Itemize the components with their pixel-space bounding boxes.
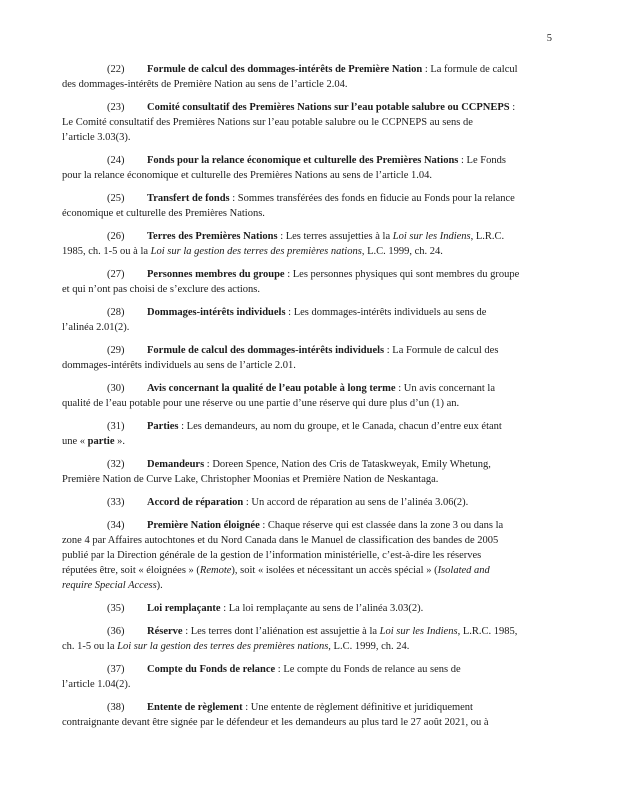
text-run: : La Formule de calcul des [384, 345, 499, 356]
text-run: , L.R.C. [470, 231, 505, 242]
bold-run: Loi remplaçante [147, 603, 221, 614]
definition-paragraph [62, 191, 568, 221]
text-run: : Une entente de règlement définitive et juridiquement [242, 702, 473, 713]
definition-paragraph [62, 495, 568, 510]
text-run: ». [114, 436, 125, 447]
definition-paragraph [62, 153, 568, 183]
text-run: : Les terres assujetties à la [277, 231, 393, 242]
text-run: : Un accord de réparation au sens de l’alinéa 3.06(2). [243, 497, 469, 508]
bold-run: Parties [147, 421, 179, 432]
definition-paragraph [62, 457, 568, 487]
text-run: Le Comité consultatif des Premières Nations sur l’eau potable salubre ou le CCPNEPS au sens de [62, 117, 473, 128]
italic-run: Loi sur les Indiens [392, 231, 471, 242]
definitions-list [62, 62, 568, 730]
definition-paragraph [62, 267, 568, 297]
definition-paragraph [62, 518, 568, 593]
definition-paragraph [62, 662, 568, 692]
text-run: l’article 1.04(2). [62, 679, 131, 690]
paragraph-number: (23) [107, 102, 125, 113]
text-run: : [509, 102, 516, 113]
definition-paragraph [62, 624, 568, 654]
text-run: 1985, ch. 1-5 ou à la [62, 246, 151, 257]
paragraph-number: (30) [107, 383, 125, 394]
text-run: : Un avis concernant la [395, 383, 495, 394]
definition-paragraph [62, 419, 568, 449]
text-run: : Les terres dont l’aliénation est assujettie à la [182, 626, 380, 637]
paragraph-number: (37) [107, 664, 125, 675]
text-run: des dommages-intérêts de Première Nation au sens de l’article 2.04. [62, 79, 348, 90]
text-run: : La formule de calcul [422, 64, 518, 75]
paragraph-number: (36) [107, 626, 125, 637]
bold-run: Réserve [147, 626, 183, 637]
bold-run: Formule de calcul des dommages-intérêts de Première Nation [147, 64, 423, 75]
bold-run: Demandeurs [147, 459, 205, 470]
bold-run: Personnes membres du groupe [147, 269, 285, 280]
text-run: : Le compte du Fonds de relance au sens de [275, 664, 461, 675]
italic-run: Loi sur les Indiens [379, 626, 458, 637]
paragraph-number: (25) [107, 193, 125, 204]
paragraph-number: (33) [107, 497, 125, 508]
text-run: : Sommes transférées des fonds en fiducie au Fonds pour la relance [229, 193, 515, 204]
text-run: une « [62, 436, 88, 447]
text-run: pour la relance économique et culturelle des Premières Nations au sens de l’article 1.04. [62, 170, 432, 181]
bold-run: Dommages-intérêts individuels [147, 307, 286, 318]
italic-run: Loi sur la gestion des terres des premières nations [117, 641, 329, 652]
text-run: ). [156, 580, 163, 591]
bold-run: partie [87, 436, 115, 447]
text-run: , L.R.C. 1985, [457, 626, 518, 637]
text-run: réputées être, soit « éloignées » ( [62, 565, 200, 576]
text-run: publié par la Direction générale de la gestion de l’information ministérielle, c’est-à-dire les réserves [62, 550, 482, 561]
italic-run: Loi sur la gestion des terres des premières nations [150, 246, 362, 257]
bold-run: Avis concernant la qualité de l’eau potable à long terme [147, 383, 396, 394]
paragraph-number: (22) [107, 64, 125, 75]
text-run: et qui n’ont pas choisi de s’exclure des actions. [62, 284, 260, 295]
text-run: dommages-intérêts individuels au sens de l’article 2.01. [62, 360, 296, 371]
bold-run: Accord de réparation [147, 497, 244, 508]
definition-paragraph [62, 305, 568, 335]
page-number: 5 [546, 33, 552, 44]
text-run: : Chaque réserve qui est classée dans la zone 3 ou dans la [259, 520, 504, 531]
text-run: économique et culturelle des Premières Nations. [62, 208, 265, 219]
bold-run: Première Nation éloignée [147, 520, 260, 531]
definition-paragraph [62, 100, 568, 145]
paragraph-number: (35) [107, 603, 125, 614]
text-run: , L.C. 1999, ch. 24. [328, 641, 410, 652]
italic-run: Remote [199, 565, 232, 576]
text-run: qualité de l’eau potable pour une réserve ou une partie d’une réserve qui dure plus d’un (1) an. [62, 398, 460, 409]
paragraph-number: (31) [107, 421, 125, 432]
text-run: : Les personnes physiques qui sont membres du groupe [284, 269, 520, 280]
definition-paragraph [62, 62, 568, 92]
text-run: : Le Fonds [458, 155, 506, 166]
bold-run: Fonds pour la relance économique et culturelle des Premières Nations [147, 155, 459, 166]
italic-run: require Special Access [62, 580, 157, 591]
definition-paragraph [62, 343, 568, 373]
text-run: : Doreen Spence, Nation des Cris de Tataskweyak, Emily Whetung, [204, 459, 491, 470]
text-run: Première Nation de Curve Lake, Christopher Moonias et Première Nation de Neskantaga. [62, 474, 439, 485]
bold-run: Formule de calcul des dommages-intérêts individuels [147, 345, 385, 356]
definition-paragraph [62, 381, 568, 411]
bold-run: Entente de règlement [147, 702, 243, 713]
text-run: l’alinéa 2.01(2). [62, 322, 130, 333]
text-run: zone 4 par Affaires autochtones et du Nord Canada dans le Manuel de classification des bandes de 2005 [62, 535, 499, 546]
paragraph-number: (32) [107, 459, 125, 470]
paragraph-number: (26) [107, 231, 125, 242]
bold-run: Terres des Premières Nations [147, 231, 278, 242]
paragraph-number: (38) [107, 702, 125, 713]
bold-run: Transfert de fonds [147, 193, 230, 204]
text-run: contraignante devant être signée par le défendeur et les demandeurs au plus tard le 27 août 2021, ou à [62, 717, 489, 728]
text-run: : La loi remplaçante au sens de l’alinéa 3.03(2). [220, 603, 424, 614]
paragraph-number: (29) [107, 345, 125, 356]
text-run: , L.C. 1999, ch. 24. [361, 246, 443, 257]
paragraph-number: (28) [107, 307, 125, 318]
bold-run: Compte du Fonds de relance [147, 664, 276, 675]
paragraph-number: (27) [107, 269, 125, 280]
italic-run: Isolated and [437, 565, 490, 576]
text-run: l’article 3.03(3). [62, 132, 131, 143]
bold-run: Comité consultatif des Premières Nations sur l’eau potable salubre ou CCPNEPS [147, 102, 510, 113]
definition-paragraph [62, 700, 568, 730]
text-run: : Les demandeurs, au nom du groupe, et le Canada, chacun d’entre eux étant [178, 421, 502, 432]
definition-paragraph [62, 229, 568, 259]
text-run: : Les dommages-intérêts individuels au sens de [285, 307, 487, 318]
text-run: ), soit « isolées et nécessitant un accès spécial » ( [231, 565, 438, 576]
definition-paragraph [62, 601, 568, 616]
paragraph-number: (24) [107, 155, 125, 166]
text-run: ch. 1-5 ou la [62, 641, 118, 652]
paragraph-number: (34) [107, 520, 125, 531]
